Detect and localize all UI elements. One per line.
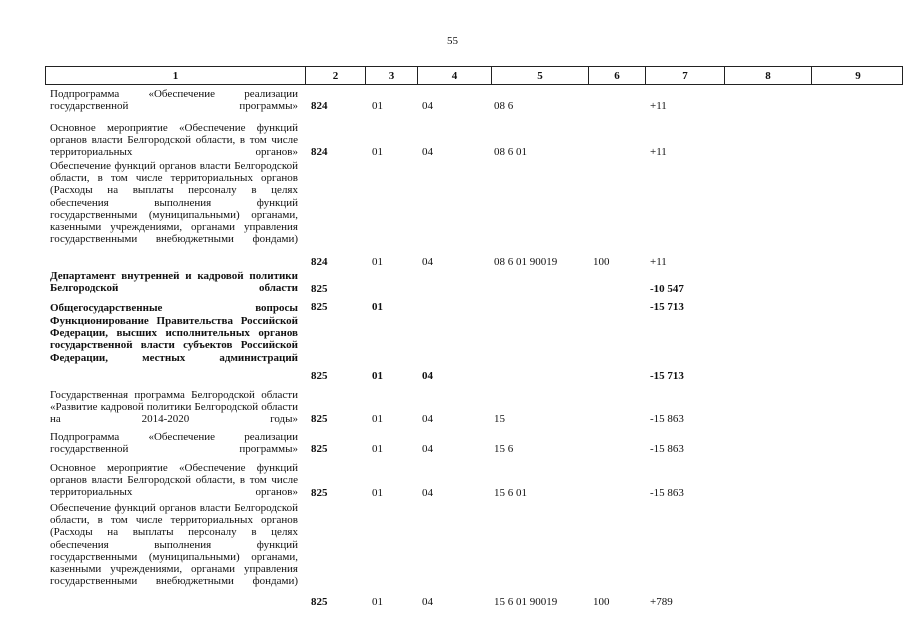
row-target-article: 15 6 01 90019	[494, 596, 558, 608]
column-header-1: 1	[172, 69, 179, 82]
row-description: Обеспечение функций органов власти Белгородской области, в том числе территориальных органов (Расходы на выплаты персоналу в целях обеспечения выполнения функций государственными (муниципальными) органами, казенными учреждениями, органами управления государственными внебюджетными фондами)	[50, 502, 298, 588]
row-amount: -15 863	[650, 443, 684, 455]
row-description: Подпрограмма «Обеспечение реализации государственной программы»	[50, 88, 298, 113]
row-section: 01	[372, 413, 383, 425]
row-section: 01	[372, 370, 383, 382]
column-header-2: 2	[305, 67, 365, 84]
row-description: Функционирование Правительства Российской Федерации, высших исполнительных органов государственной власти субъектов Российской Федерации, местных администраций	[50, 315, 298, 364]
row-code: 824	[311, 146, 328, 158]
row-section: 01	[372, 146, 383, 158]
row-description: Общегосударственные вопросы	[50, 302, 298, 314]
row-expense-type: 100	[593, 256, 610, 268]
column-header-6: 6	[588, 67, 645, 84]
row-section: 01	[372, 443, 383, 455]
row-subsection: 04	[422, 100, 433, 112]
row-amount: -15 713	[650, 301, 684, 313]
row-description: Основное мероприятие «Обеспечение функций органов власти Белгородской области, в том числе территориальных органов»	[50, 122, 298, 159]
row-subsection: 04	[422, 370, 433, 382]
row-code: 825	[311, 413, 328, 425]
row-target-article: 15 6 01	[494, 487, 527, 499]
column-header-7: 7	[645, 67, 724, 84]
row-description: Департамент внутренней и кадровой политики Белгородской области	[50, 270, 298, 295]
row-subsection: 04	[422, 443, 433, 455]
row-description: Обеспечение функций органов власти Белгородской области, в том числе территориальных органов (Расходы на выплаты персоналу в целях обеспечения выполнения функций государственными (муниципальными) органами, казенными учреждениями, органами управления государственными внебюджетными фондами)	[50, 160, 298, 246]
row-subsection: 04	[422, 256, 433, 268]
row-subsection: 04	[422, 413, 433, 425]
row-code: 824	[311, 100, 328, 112]
row-description: Основное мероприятие «Обеспечение функций органов власти Белгородской области, в том числе территориальных органов»	[50, 462, 298, 499]
row-amount: +11	[650, 256, 667, 268]
page-number: 55	[447, 35, 458, 47]
row-subsection: 04	[422, 487, 433, 499]
row-target-article: 15 6	[494, 443, 514, 455]
row-code: 825	[311, 443, 328, 455]
row-target-article: 08 6 01 90019	[494, 256, 558, 268]
row-section: 01	[372, 487, 383, 499]
row-amount: +11	[650, 146, 667, 158]
row-amount: -15 713	[650, 370, 684, 382]
row-section: 01	[372, 596, 383, 608]
row-target-article: 08 6	[494, 100, 514, 112]
row-amount: -10 547	[650, 283, 684, 295]
row-target-article: 15	[494, 413, 505, 425]
column-header-4: 4	[417, 67, 491, 84]
column-header-9: 9	[811, 67, 904, 84]
table-header	[45, 66, 903, 85]
row-code: 825	[311, 283, 328, 295]
row-subsection: 04	[422, 596, 433, 608]
row-section: 01	[372, 256, 383, 268]
row-code: 825	[311, 596, 328, 608]
row-code: 825	[311, 301, 328, 313]
row-expense-type: 100	[593, 596, 610, 608]
row-code: 824	[311, 256, 328, 268]
row-description: Государственная программа Белгородской области «Развитие кадровой политики Белгородской области на 2014-2020 годы»	[50, 389, 298, 426]
row-amount: -15 863	[650, 487, 684, 499]
row-section: 01	[372, 301, 383, 313]
row-target-article: 08 6 01	[494, 146, 527, 158]
column-header-8: 8	[724, 67, 811, 84]
row-amount: -15 863	[650, 413, 684, 425]
row-description: Подпрограмма «Обеспечение реализации государственной программы»	[50, 431, 298, 456]
row-code: 825	[311, 487, 328, 499]
column-header-5: 5	[491, 67, 588, 84]
row-section: 01	[372, 100, 383, 112]
row-amount: +11	[650, 100, 667, 112]
row-amount: +789	[650, 596, 673, 608]
column-header-3: 3	[365, 67, 417, 84]
row-code: 825	[311, 370, 328, 382]
row-subsection: 04	[422, 146, 433, 158]
